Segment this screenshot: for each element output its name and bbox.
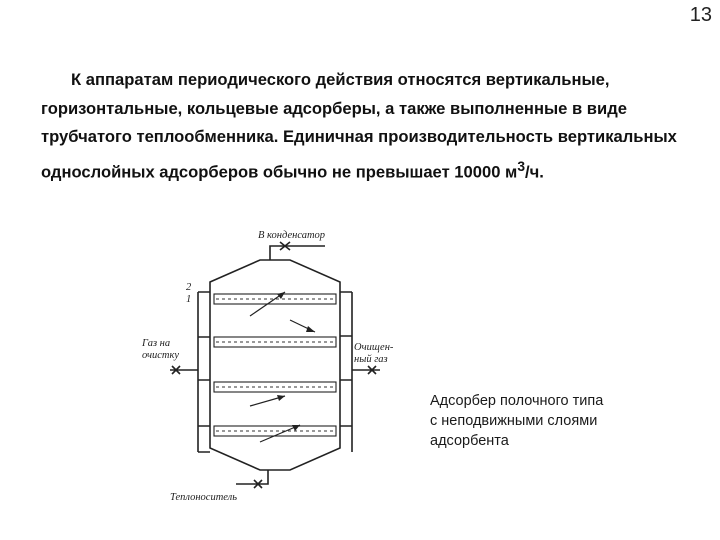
label-condenser: В конденсатор [258, 230, 326, 241]
heat-carrier-pipe [236, 470, 268, 484]
condenser-pipe [270, 246, 325, 260]
label-number-1: 1 [186, 294, 192, 305]
caption-line: с неподвижными слоями [430, 413, 598, 429]
caption-line: Адсорбер полочного типа [430, 393, 604, 409]
caption-line: адсорбента [430, 433, 509, 449]
figure-caption [430, 391, 670, 451]
label-number-2: 2 [186, 282, 192, 293]
adsorbent-shelf-3 [214, 382, 336, 392]
inlet-manifold [198, 292, 210, 452]
label-gas-out-2: ный газ [354, 354, 388, 365]
body-paragraph [41, 66, 681, 187]
adsorbent-shelf-4 [214, 426, 336, 436]
outlet-manifold [340, 292, 352, 452]
paragraph-text-end: /ч. [525, 162, 544, 182]
adsorber-diagram [140, 220, 420, 520]
label-gas-in-2: очистку [142, 350, 180, 361]
label-gas-out-1: Очищен- [354, 342, 394, 353]
label-gas-in-1: Газ на [142, 338, 171, 349]
label-heat-carrier: Теплоноситель [170, 492, 238, 503]
page-number: 13 [689, 4, 712, 26]
vessel-shell [210, 260, 340, 470]
adsorbent-shelf-2 [214, 337, 336, 347]
paragraph-text: К аппаратам периодического действия относятся вертикальные, горизонтальные, кольцевые адсорберы, а также выполненные в виде трубчатого теплообменника. Единичная производительность вертикальных однослойных адсорберов обычно не превышает 10000 м [41, 70, 677, 182]
unit-superscript: 3 [517, 157, 526, 174]
